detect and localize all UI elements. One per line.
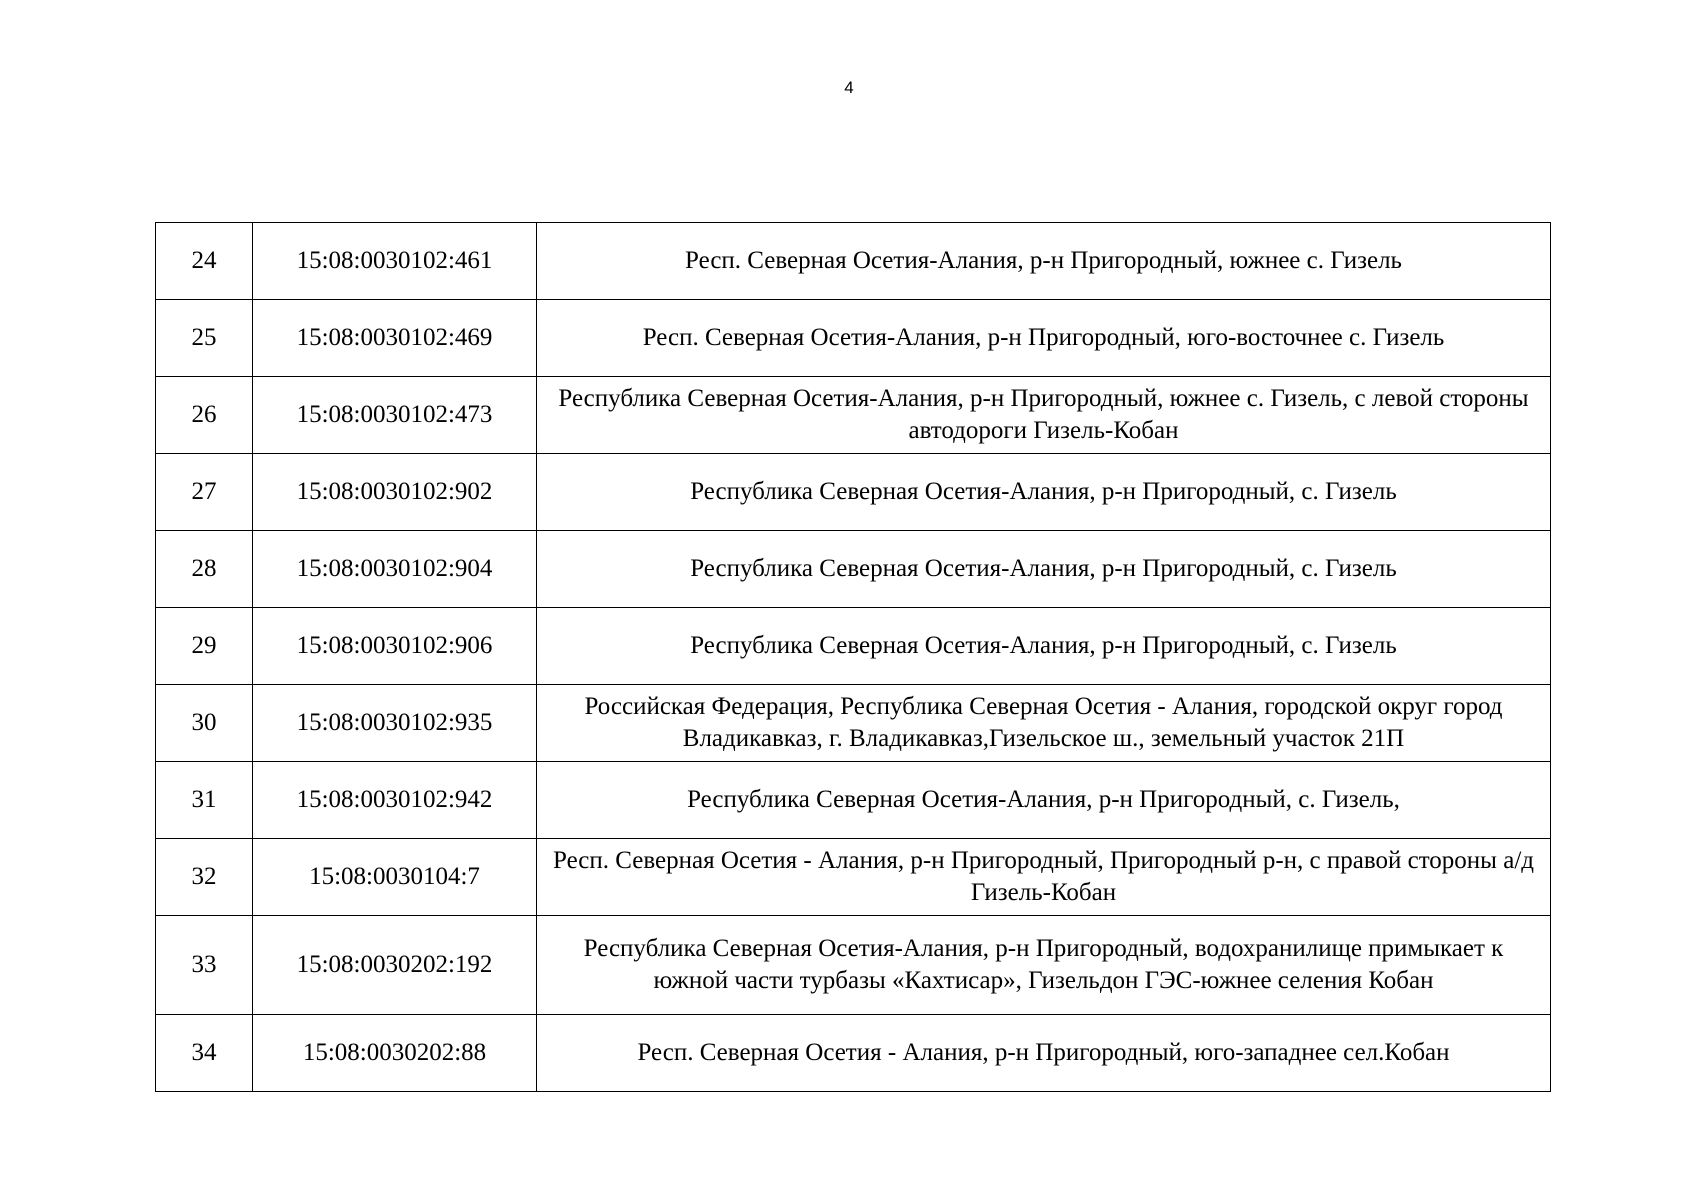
row-number: 31	[156, 762, 253, 839]
cadastral-number: 15:08:0030102:473	[253, 377, 537, 454]
cadastral-number: 15:08:0030104:7	[253, 839, 537, 916]
cadastral-number: 15:08:0030202:192	[253, 916, 537, 1015]
row-number: 29	[156, 608, 253, 685]
row-number: 26	[156, 377, 253, 454]
table-row	[156, 1015, 1551, 1092]
address: Респ. Северная Осетия-Алания, р-н Пригородный, южнее с. Гизель	[537, 223, 1551, 300]
table-row	[156, 685, 1551, 762]
parcels-table	[155, 222, 1551, 1092]
address: Российская Федерация, Республика Северная Осетия - Алания, городской округ город Владикавказ, г. Владикавказ,Гизельское ш., земельный участок 21П	[537, 685, 1551, 762]
table-row	[156, 916, 1551, 1015]
address: Республика Северная Осетия-Алания, р-н Пригородный, водохранилище примыкает к южной части турбазы «Кахтисар», Гизельдон ГЭС-южнее селения Кобан	[537, 916, 1551, 1015]
row-number: 27	[156, 454, 253, 531]
table-row	[156, 454, 1551, 531]
address: Республика Северная Осетия-Алания, р-н Пригородный, с. Гизель,	[537, 762, 1551, 839]
address: Респ. Северная Осетия-Алания, р-н Пригородный, юго-восточнее с. Гизель	[537, 300, 1551, 377]
cadastral-number: 15:08:0030102:906	[253, 608, 537, 685]
row-number: 25	[156, 300, 253, 377]
page-number: 4	[844, 78, 854, 97]
table-row	[156, 531, 1551, 608]
table-row	[156, 608, 1551, 685]
table-row	[156, 300, 1551, 377]
address: Республика Северная Осетия-Алания, р-н Пригородный, с. Гизель	[537, 531, 1551, 608]
cadastral-number: 15:08:0030202:88	[253, 1015, 537, 1092]
cadastral-number: 15:08:0030102:942	[253, 762, 537, 839]
address: Респ. Северная Осетия - Алания, р-н Пригородный, юго-западнее сел.Кобан	[537, 1015, 1551, 1092]
cadastral-number: 15:08:0030102:935	[253, 685, 537, 762]
row-number: 24	[156, 223, 253, 300]
table-row	[156, 223, 1551, 300]
cadastral-number: 15:08:0030102:469	[253, 300, 537, 377]
table-row	[156, 839, 1551, 916]
row-number: 28	[156, 531, 253, 608]
row-number: 33	[156, 916, 253, 1015]
address: Республика Северная Осетия-Алания, р-н Пригородный, южнее с. Гизель, с левой стороны автодороги Гизель-Кобан	[537, 377, 1551, 454]
row-number: 32	[156, 839, 253, 916]
cadastral-number: 15:08:0030102:904	[253, 531, 537, 608]
address: Респ. Северная Осетия - Алания, р-н Пригородный, Пригородный р-н, с правой стороны а/д Гизель-Кобан	[537, 839, 1551, 916]
cadastral-number: 15:08:0030102:461	[253, 223, 537, 300]
table-row	[156, 377, 1551, 454]
cadastral-number: 15:08:0030102:902	[253, 454, 537, 531]
row-number: 34	[156, 1015, 253, 1092]
address: Республика Северная Осетия-Алания, р-н Пригородный, с. Гизель	[537, 454, 1551, 531]
address: Республика Северная Осетия-Алания, р-н Пригородный, с. Гизель	[537, 608, 1551, 685]
table-row	[156, 762, 1551, 839]
row-number: 30	[156, 685, 253, 762]
